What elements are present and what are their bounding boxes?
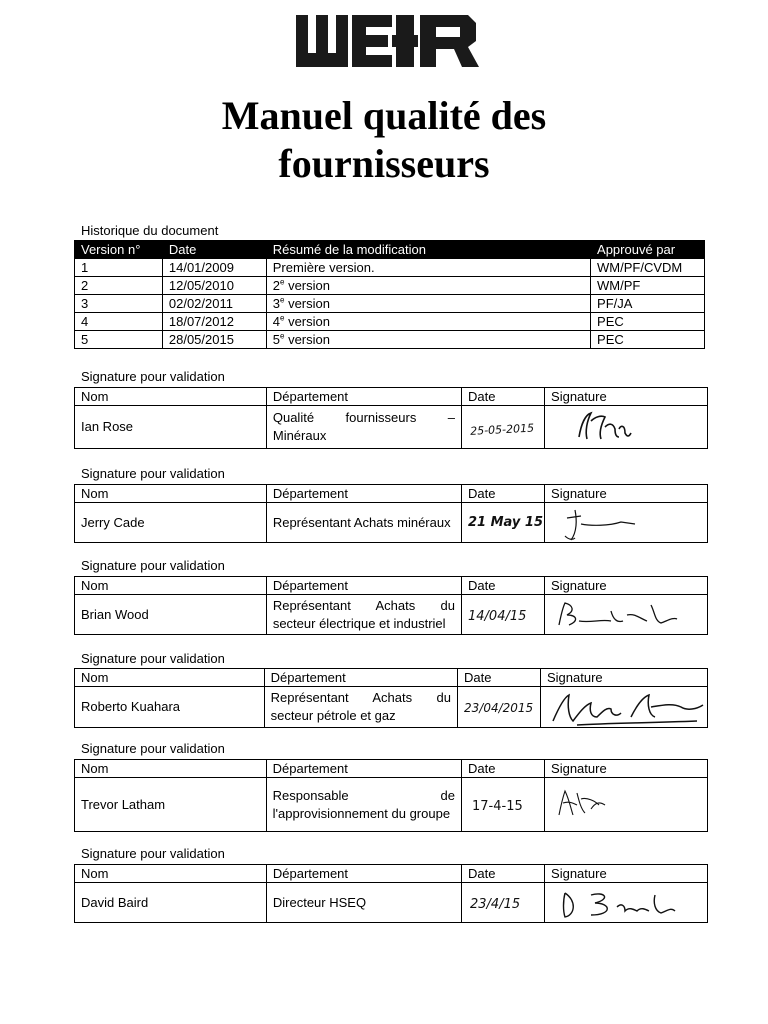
col-department-header: Département bbox=[266, 577, 461, 595]
summary-number: 2 bbox=[272, 278, 280, 293]
validation-table bbox=[74, 668, 708, 728]
table-row bbox=[75, 331, 705, 349]
handwritten-date-text: 23/4/15 bbox=[470, 896, 521, 912]
validation-table bbox=[74, 387, 708, 449]
validation-row bbox=[75, 595, 708, 635]
signature-cell bbox=[545, 503, 708, 543]
signer-department: Représentant Achats minéraux bbox=[266, 503, 461, 543]
handwritten-date bbox=[462, 778, 545, 832]
signer-department: Directeur HSEQ bbox=[266, 883, 461, 923]
signer-department: Responsable de l'approvisionnement du groupe bbox=[266, 778, 461, 832]
approved-cell: WM/PF/CVDM bbox=[591, 259, 705, 277]
col-date-header: Date bbox=[457, 669, 540, 687]
col-department-header: Département bbox=[266, 760, 461, 778]
validation-header-row bbox=[75, 865, 708, 883]
signature-image bbox=[551, 597, 701, 633]
col-date-header: Date bbox=[462, 865, 545, 883]
validation-caption: Signature pour validation bbox=[81, 466, 225, 481]
validation-caption: Signature pour validation bbox=[81, 369, 225, 384]
handwritten-date bbox=[462, 595, 545, 635]
table-row bbox=[75, 295, 705, 313]
col-department-header: Département bbox=[266, 865, 461, 883]
approved-cell: PEC bbox=[591, 331, 705, 349]
summary-text: version bbox=[284, 296, 330, 311]
summary-superscript: e bbox=[280, 277, 285, 287]
validation-caption: Signature pour validation bbox=[81, 651, 225, 666]
summary-cell bbox=[266, 295, 590, 313]
validation-header-row bbox=[75, 669, 708, 687]
validation-row bbox=[75, 503, 708, 543]
summary-text: Première version. bbox=[272, 260, 375, 275]
validation-table bbox=[74, 484, 708, 543]
validation-caption: Signature pour validation bbox=[81, 846, 225, 861]
handwritten-date-image bbox=[468, 506, 544, 540]
handwritten-date-image bbox=[468, 886, 544, 920]
signature-cell bbox=[545, 778, 708, 832]
summary-number: 5 bbox=[272, 332, 280, 347]
summary-superscript: e bbox=[280, 313, 285, 323]
col-signature-header: Signature bbox=[545, 485, 708, 503]
handwritten-date-text: 14/04/15 bbox=[468, 608, 527, 624]
handwritten-date-text: 25-05-2015 bbox=[469, 421, 535, 438]
handwritten-date-image bbox=[464, 690, 540, 724]
signer-department: Qualité fournisseurs – Minéraux bbox=[266, 406, 461, 449]
approved-cell: PEC bbox=[591, 313, 705, 331]
col-approved-header: Approuvé par bbox=[591, 241, 705, 259]
signer-department: Représentant Achats du secteur électrique et industriel bbox=[266, 595, 461, 635]
summary-number: 3 bbox=[272, 296, 280, 311]
summary-text: version bbox=[284, 278, 330, 293]
handwritten-date-image bbox=[468, 788, 544, 822]
version-cell: 2 bbox=[75, 277, 163, 295]
summary-cell bbox=[266, 277, 590, 295]
title-line-1: Manuel qualité des bbox=[221, 93, 547, 138]
col-signature-header: Signature bbox=[545, 865, 708, 883]
validation-header-row bbox=[75, 760, 708, 778]
col-signature-header: Signature bbox=[545, 760, 708, 778]
history-table bbox=[74, 240, 705, 349]
date-cell: 18/07/2012 bbox=[162, 313, 266, 331]
handwritten-date bbox=[462, 406, 545, 449]
col-version-header: Version n° bbox=[75, 241, 163, 259]
validation-row bbox=[75, 687, 708, 728]
col-name-header: Nom bbox=[75, 388, 267, 406]
summary-superscript: e bbox=[280, 331, 285, 341]
signer-name: David Baird bbox=[75, 883, 267, 923]
document-title bbox=[0, 92, 768, 188]
signature-cell bbox=[545, 406, 708, 449]
validation-header-row bbox=[75, 388, 708, 406]
history-header-row bbox=[75, 241, 705, 259]
table-row bbox=[75, 259, 705, 277]
signature-cell bbox=[540, 687, 707, 728]
handwritten-date bbox=[462, 503, 545, 543]
approved-cell: PF/JA bbox=[591, 295, 705, 313]
history-caption: Historique du document bbox=[81, 223, 219, 238]
handwritten-date-text: 21 May 15 bbox=[468, 514, 544, 530]
col-date-header: Date bbox=[462, 577, 545, 595]
date-cell: 02/02/2011 bbox=[162, 295, 266, 313]
signer-name: Ian Rose bbox=[75, 406, 267, 449]
validation-table bbox=[74, 864, 708, 923]
summary-number: 4 bbox=[272, 314, 280, 329]
signature-image bbox=[547, 687, 707, 727]
signature-cell bbox=[545, 883, 708, 923]
summary-text: version bbox=[284, 332, 330, 347]
validation-table bbox=[74, 759, 708, 832]
col-signature-header: Signature bbox=[540, 669, 707, 687]
handwritten-date-text: 17-4-15 bbox=[472, 798, 523, 814]
validation-table bbox=[74, 576, 708, 635]
weir-logo bbox=[296, 15, 479, 67]
date-cell: 12/05/2010 bbox=[162, 277, 266, 295]
date-cell: 14/01/2009 bbox=[162, 259, 266, 277]
version-cell: 1 bbox=[75, 259, 163, 277]
signer-name: Jerry Cade bbox=[75, 503, 267, 543]
signer-name: Roberto Kuahara bbox=[75, 687, 265, 728]
handwritten-date bbox=[462, 883, 545, 923]
validation-row bbox=[75, 406, 708, 449]
summary-cell bbox=[266, 313, 590, 331]
col-date-header: Date bbox=[162, 241, 266, 259]
summary-superscript: e bbox=[280, 295, 285, 305]
version-cell: 3 bbox=[75, 295, 163, 313]
col-department-header: Département bbox=[266, 485, 461, 503]
validation-caption: Signature pour validation bbox=[81, 741, 225, 756]
col-department-header: Département bbox=[266, 388, 461, 406]
summary-cell bbox=[266, 259, 590, 277]
signature-image bbox=[551, 504, 701, 542]
table-row bbox=[75, 277, 705, 295]
col-name-header: Nom bbox=[75, 760, 267, 778]
col-department-header: Département bbox=[264, 669, 457, 687]
handwritten-date bbox=[457, 687, 540, 728]
signer-name: Trevor Latham bbox=[75, 778, 267, 832]
col-name-header: Nom bbox=[75, 669, 265, 687]
approved-cell: WM/PF bbox=[591, 277, 705, 295]
handwritten-date-image bbox=[468, 409, 544, 445]
col-date-header: Date bbox=[462, 388, 545, 406]
title-line-2: fournisseurs bbox=[278, 141, 490, 186]
col-name-header: Nom bbox=[75, 577, 267, 595]
signature-image bbox=[551, 785, 701, 825]
col-summary-header: Résumé de la modification bbox=[266, 241, 590, 259]
col-date-header: Date bbox=[462, 485, 545, 503]
validation-caption: Signature pour validation bbox=[81, 558, 225, 573]
col-name-header: Nom bbox=[75, 485, 267, 503]
version-cell: 4 bbox=[75, 313, 163, 331]
validation-row bbox=[75, 883, 708, 923]
signature-cell bbox=[545, 595, 708, 635]
col-date-header: Date bbox=[462, 760, 545, 778]
col-name-header: Nom bbox=[75, 865, 267, 883]
signature-image bbox=[551, 407, 701, 447]
summary-cell bbox=[266, 331, 590, 349]
signer-department: Représentant Achats du secteur pétrole et gaz bbox=[264, 687, 457, 728]
signature-image bbox=[551, 885, 701, 921]
handwritten-date-text: 23/04/2015 bbox=[463, 701, 534, 715]
summary-text: version bbox=[284, 314, 330, 329]
date-cell: 28/05/2015 bbox=[162, 331, 266, 349]
table-row bbox=[75, 313, 705, 331]
handwritten-date-image bbox=[468, 598, 544, 632]
validation-header-row bbox=[75, 485, 708, 503]
validation-header-row bbox=[75, 577, 708, 595]
validation-row bbox=[75, 778, 708, 832]
version-cell: 5 bbox=[75, 331, 163, 349]
col-signature-header: Signature bbox=[545, 388, 708, 406]
signer-name: Brian Wood bbox=[75, 595, 267, 635]
col-signature-header: Signature bbox=[545, 577, 708, 595]
